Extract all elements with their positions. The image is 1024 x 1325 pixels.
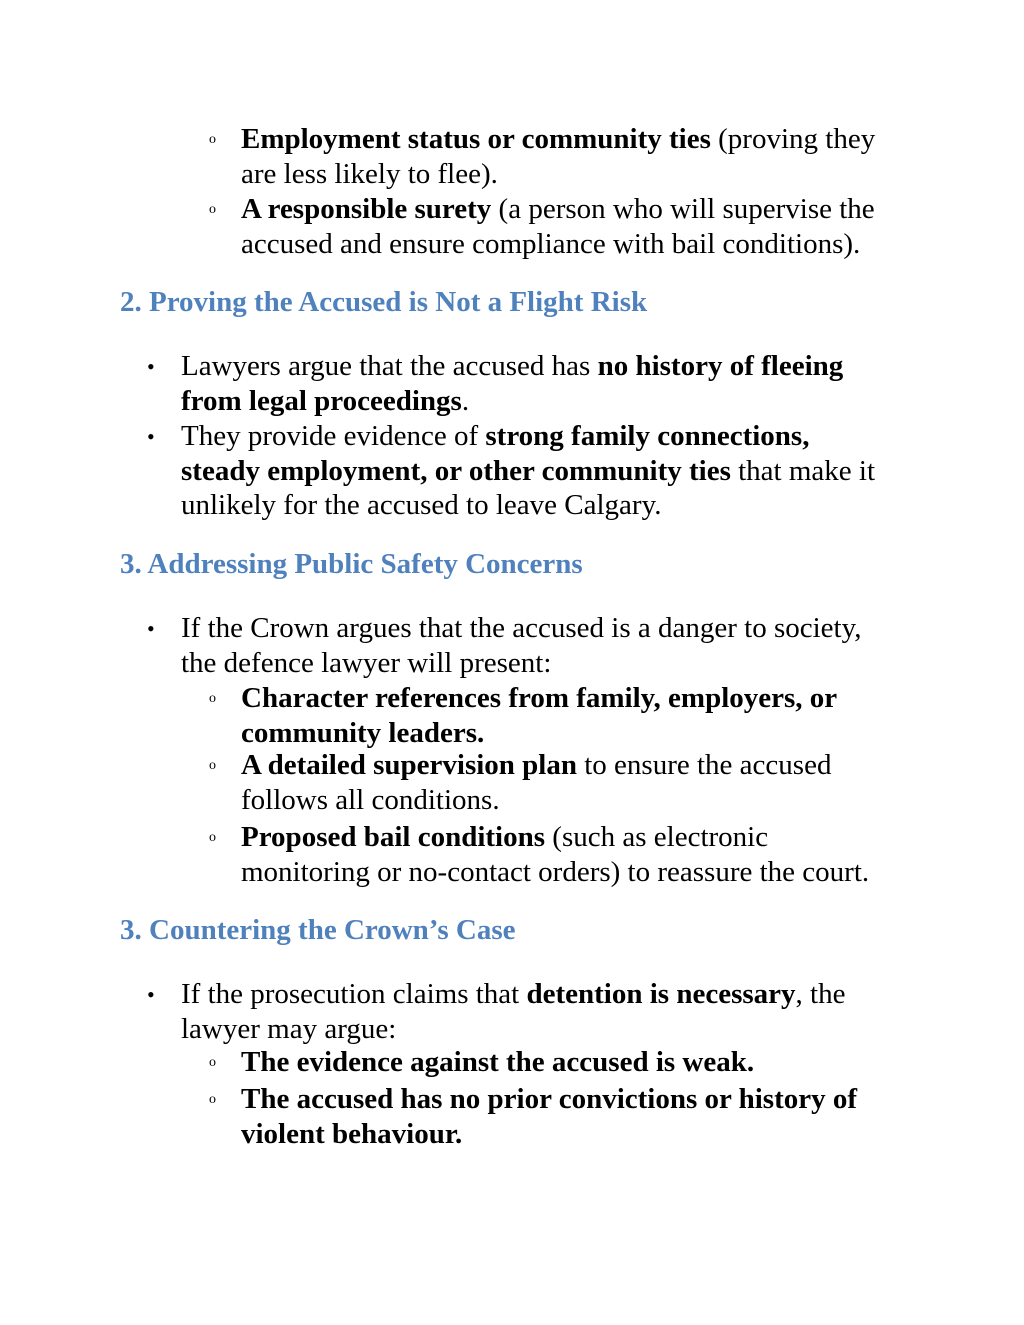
item-bold-text: steady employment, or other community ties bbox=[181, 455, 731, 487]
list-item-character-references: Character references from family, employers, or bbox=[241, 682, 838, 714]
section-heading-crown-case: 3. Countering the Crown’s Case bbox=[120, 914, 516, 946]
section-heading-flight-risk: 2. Proving the Accused is Not a Flight Risk bbox=[120, 286, 648, 318]
list-item-continuation: monitoring or no-contact orders) to reassure the court. bbox=[241, 856, 870, 888]
sub-bullet-marker: o bbox=[209, 830, 216, 845]
list-item-surety bbox=[241, 192, 875, 227]
item-bold-text: A detailed supervision plan bbox=[241, 749, 577, 781]
item-bold-text: from legal proceedings bbox=[181, 385, 462, 417]
list-item-crown-argues: If the Crown argues that the accused is a danger to society, bbox=[181, 612, 862, 644]
item-bold-text: A responsible surety bbox=[241, 193, 492, 225]
list-item-continuation: community leaders. bbox=[241, 717, 485, 749]
list-item-continuation: accused and ensure compliance with bail conditions). bbox=[241, 228, 861, 260]
list-item-supervision-plan bbox=[241, 748, 831, 783]
list-item-continuation: violent behaviour. bbox=[241, 1118, 463, 1150]
item-text: (proving they bbox=[710, 123, 876, 155]
item-text: (such as electronic bbox=[545, 821, 769, 853]
item-bold-text: Employment status or community ties bbox=[241, 123, 711, 155]
bullet-marker: • bbox=[147, 982, 155, 1007]
bullet-marker: • bbox=[147, 354, 155, 379]
sub-bullet-marker: o bbox=[209, 758, 216, 773]
section-heading-public-safety: 3. Addressing Public Safety Concerns bbox=[120, 548, 583, 580]
list-item-evidence-weak: The evidence against the accused is weak. bbox=[241, 1046, 755, 1078]
item-text: (a person who will supervise the bbox=[491, 193, 875, 225]
bullet-marker: • bbox=[147, 616, 155, 641]
item-text: Lawyers argue that the accused has bbox=[181, 350, 598, 382]
item-text: that make it bbox=[730, 455, 876, 487]
list-item-evidence bbox=[181, 419, 809, 454]
list-item-continuation bbox=[181, 384, 469, 419]
item-bold-text: Proposed bail conditions bbox=[241, 821, 546, 853]
list-item-continuation: the defence lawyer will present: bbox=[181, 647, 552, 679]
sub-bullet-marker: o bbox=[209, 1092, 216, 1107]
list-item-bail-conditions bbox=[241, 820, 768, 855]
item-bold-text: strong family connections, bbox=[485, 420, 810, 452]
sub-bullet-marker: o bbox=[209, 691, 216, 706]
list-item-no-prior-convictions: The accused has no prior convictions or history of bbox=[241, 1083, 858, 1115]
item-text: . bbox=[461, 385, 470, 417]
item-text: , the bbox=[795, 978, 846, 1010]
item-bold-text: detention is necessary bbox=[526, 978, 796, 1010]
sub-bullet-marker: o bbox=[209, 132, 216, 147]
list-item-continuation: lawyer may argue: bbox=[181, 1013, 397, 1045]
list-item-continuation: are less likely to flee). bbox=[241, 158, 498, 190]
list-item-continuation: follows all conditions. bbox=[241, 784, 500, 816]
list-item-continuation: unlikely for the accused to leave Calgary. bbox=[181, 489, 662, 521]
item-text: to ensure the accused bbox=[577, 749, 832, 781]
list-item-no-history bbox=[181, 349, 843, 384]
item-bold-text: no history of fleeing bbox=[597, 350, 844, 382]
list-item-continuation bbox=[181, 454, 875, 489]
item-text: If the prosecution claims that bbox=[181, 978, 527, 1010]
bullet-marker: • bbox=[147, 424, 155, 449]
list-item-prosecution-claims bbox=[181, 977, 845, 1012]
item-text: They provide evidence of bbox=[181, 420, 486, 452]
sub-bullet-marker: o bbox=[209, 202, 216, 217]
sub-bullet-marker: o bbox=[209, 1055, 216, 1070]
list-item-employment bbox=[241, 122, 875, 157]
